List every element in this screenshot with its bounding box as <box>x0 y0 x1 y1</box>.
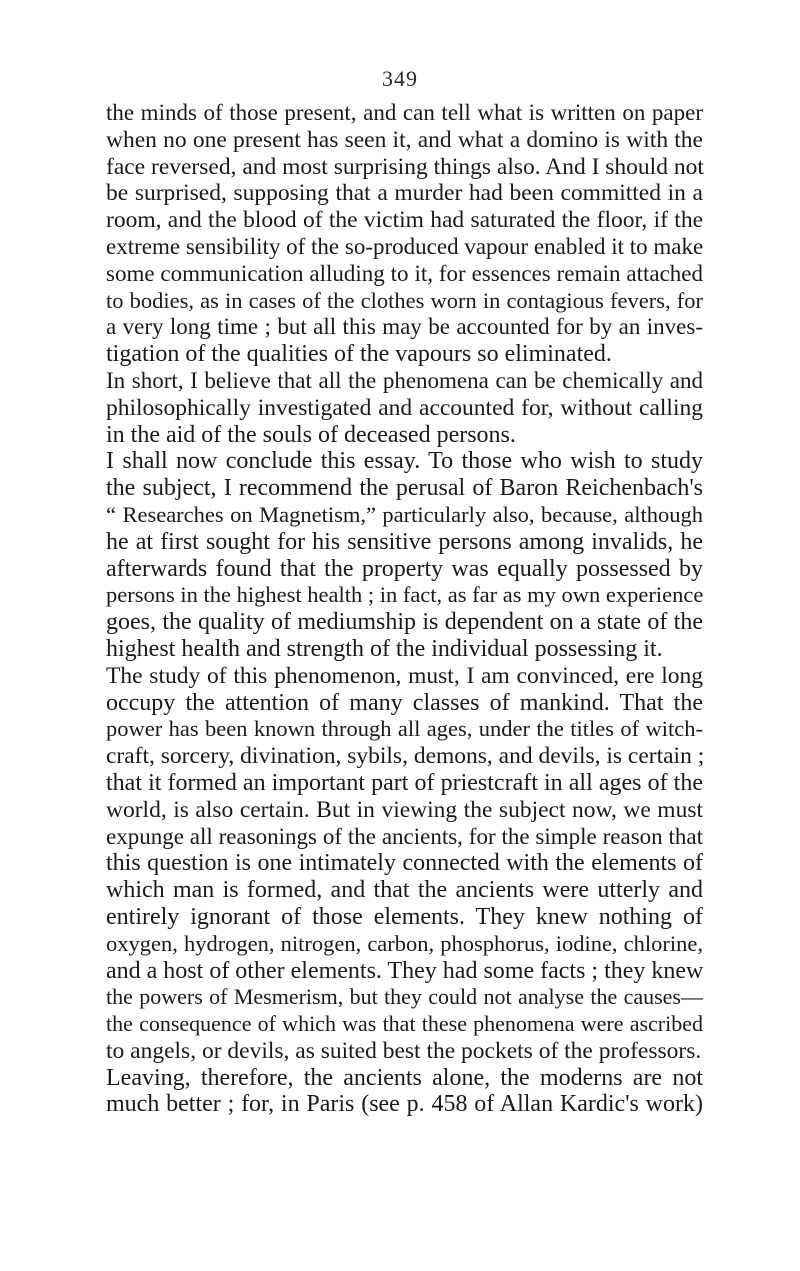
text-line: I shall now conclude this essay. To those who wish to study <box>106 448 703 475</box>
body-text <box>106 100 703 1118</box>
text-line: expunge all reasonings of the ancients, for the simple reason that <box>106 823 703 849</box>
text-line: persons in the highest health ; in fact, as far as my own experience <box>106 582 704 608</box>
text-line: that it formed an important part of priestcraft in all ages of the <box>106 769 703 796</box>
text-line: occupy the attention of many classes of mankind. That the <box>106 689 703 716</box>
text-line: the powers of Mesmerism, but they could not analyse the causes— <box>106 984 703 1010</box>
text-line: the consequence of which was that these phenomena were ascribed <box>106 1011 703 1037</box>
text-line: some communication alluding to it, for essences remain attached <box>106 260 703 286</box>
text-line: The study of this phenomenon, must, I am convinced, ere long <box>106 662 703 689</box>
page-number: 349 <box>382 66 418 91</box>
text-line: tigation of the qualities of the vapours so eliminated. <box>106 341 612 368</box>
text-line: be surprised, supposing that a murder had been committed in a <box>106 180 703 207</box>
text-line: world, is also certain. But in viewing the subject now, we must <box>106 796 703 823</box>
text-line: goes, the quality of mediumship is dependent on a state of the <box>106 609 703 636</box>
text-line: highest health and strength of the individual possessing it. <box>106 635 663 662</box>
text-line: this question is one intimately connected with the elements of <box>106 850 703 877</box>
text-line: he at first sought for his sensitive persons among invalids, he <box>106 528 703 555</box>
text-line: philosophically investigated and accounted for, without calling <box>106 394 703 421</box>
text-line: power has been known through all ages, under the titles of witch- <box>106 716 703 742</box>
text-line: which man is formed, and that the ancients were utterly and <box>106 877 703 904</box>
text-line: In short, I believe that all the phenomena can be chemically and <box>106 367 703 393</box>
text-line: a very long time ; but all this may be accounted for by an inves- <box>106 314 703 340</box>
text-line: entirely ignorant of those elements. They knew nothing of <box>106 903 703 930</box>
text-line: to bodies, as in cases of the clothes worn in contagious fevers, for <box>106 287 703 313</box>
text-line: when no one present has seen it, and what a domino is with the <box>106 126 703 153</box>
text-line: oxygen, hydrogen, nitrogen, carbon, phosphorus, iodine, chlorine, <box>106 930 703 956</box>
text-line: extreme sensibility of the so-produced vapour enabled it to make <box>106 233 704 259</box>
text-line: much better ; for, in Paris (see p. 458 of Allan Kardic's work) <box>106 1091 703 1118</box>
text-line: “ Researches on Magnetism,” particularly also, because, although <box>106 501 703 527</box>
text-line: craft, sorcery, divination, sybils, demons, and devils, is certain ; <box>106 743 705 770</box>
text-line: in the aid of the souls of deceased persons. <box>106 421 516 448</box>
text-line: to angels, or devils, as suited best the pockets of the professors. <box>106 1037 702 1064</box>
text-line: and a host of other elements. They had some facts ; they knew <box>106 957 704 984</box>
text-line: afterwards found that the property was equally possessed by <box>106 555 703 582</box>
text-line: Leaving, therefore, the ancients alone, the moderns are not <box>106 1064 703 1091</box>
text-line: the subject, I recommend the perusal of Baron Reichenbach's <box>106 475 703 502</box>
text-line: the minds of those present, and can tell what is written on paper <box>106 100 703 125</box>
text-line: face reversed, and most surprising things also. And I should not <box>106 153 704 180</box>
text-line: room, and the blood of the victim had saturated the floor, if the <box>106 207 703 234</box>
